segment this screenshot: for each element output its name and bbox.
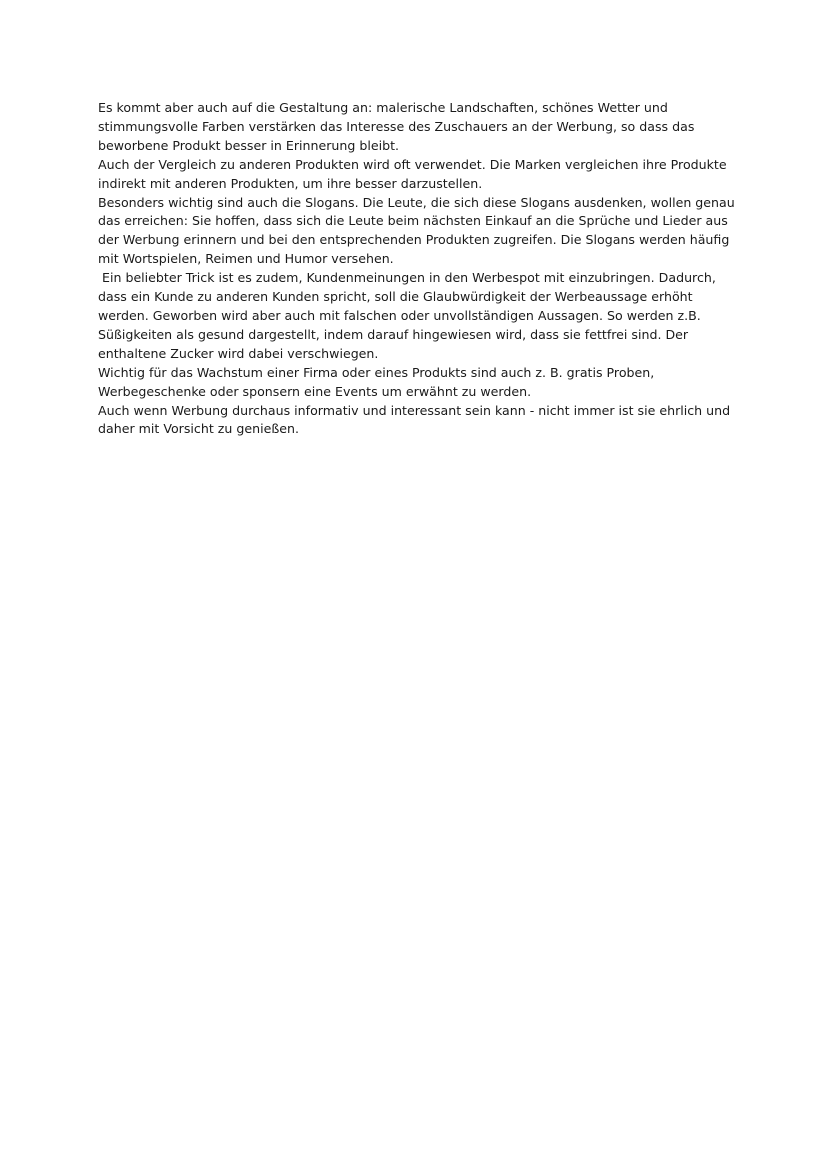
text-line: enthaltene Zucker wird dabei verschwiegen. [98, 345, 379, 361]
text-line: Süßigkeiten als gesund dargestellt, indem darauf hingewiesen wird, dass sie fettfrei sind. Der [98, 326, 689, 342]
text-line: der Werbung erinnern und bei den entsprechenden Produkten zugreifen. Die Slogans werden häufig [98, 232, 730, 248]
text-line: das erreichen: Sie hoffen, dass sich die Leute beim nächsten Einkauf an die Sprüche und Lieder aus [98, 213, 728, 229]
text-line: mit Wortspielen, Reimen und Humor versehen. [98, 251, 394, 267]
text-line: daher mit Vorsicht zu genießen. [98, 421, 299, 437]
text-line: Werbegeschenke oder sponsern eine Events um erwähnt zu werden. [98, 383, 532, 399]
text-line: indirekt mit anderen Produkten, um ihre besser darzustellen. [98, 175, 483, 191]
text-line: Wichtig für das Wachstum einer Firma oder eines Produkts sind auch z. B. gratis Proben, [98, 364, 655, 380]
text-line: Es kommt aber auch auf die Gestaltung an: malerische Landschaften, schönes Wetter und [98, 100, 668, 115]
body-text [98, 99, 738, 439]
text-line: dass ein Kunde zu anderen Kunden spricht, soll die Glaubwürdigkeit der Werbeaussage erhöht [98, 289, 693, 305]
text-line: Auch wenn Werbung durchaus informativ und interessant sein kann - nicht immer ist sie ehrlich und [98, 402, 731, 418]
text-line: stimmungsvolle Farben verstärken das Interesse des Zuschauers an der Werbung, so dass das [98, 118, 695, 134]
text-line: Besonders wichtig sind auch die Slogans. Die Leute, die sich diese Slogans ausdenken, wollen genau [98, 194, 735, 210]
text-line: beworbene Produkt besser in Erinnerung bleibt. [98, 137, 400, 153]
text-line: Ein beliebter Trick ist es zudem, Kundenmeinungen in den Werbespot mit einzubringen. Dadurch, [98, 270, 716, 286]
text-line: Auch der Vergleich zu anderen Produkten wird oft verwendet. Die Marken vergleichen ihre Produkte [98, 156, 727, 172]
text-line: werden. Geworben wird aber auch mit falschen oder unvollständigen Aussagen. So werden z.B. [98, 307, 701, 323]
